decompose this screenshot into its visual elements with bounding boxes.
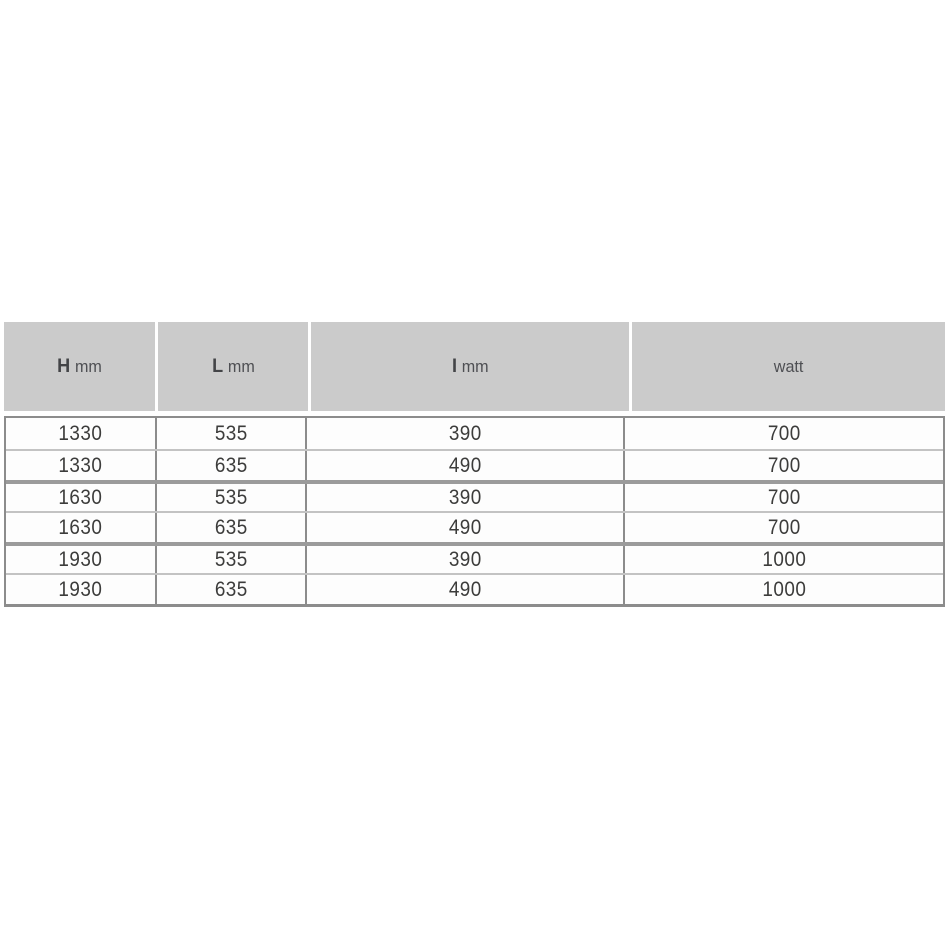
col-header-unit: mm (227, 356, 255, 376)
cell-i-mm: 390 (305, 484, 623, 511)
table-row (6, 511, 943, 542)
table-row (6, 542, 943, 573)
col-header-symbol: L (211, 355, 223, 377)
cell-h-mm: 1930 (58, 547, 103, 571)
table-header-row (4, 322, 945, 411)
cell-watt: 700 (623, 451, 943, 480)
cell-h-mm: 1630 (58, 485, 103, 509)
cell-i-mm: 490 (305, 575, 623, 604)
col-header-label (57, 356, 102, 378)
col-header-h-mm (4, 322, 155, 411)
table-body (4, 416, 945, 607)
cell-l-mm: 635 (155, 451, 305, 480)
cell-l-mm: 535 (155, 418, 305, 449)
col-header-l-mm (158, 322, 308, 411)
col-header-label (452, 356, 489, 378)
cell-i-mm: 390 (305, 546, 623, 573)
cell-watt: 1000 (623, 575, 943, 604)
cell-l-mm: 535 (155, 546, 305, 573)
cell-watt: 700 (623, 418, 943, 449)
cell-watt: 700 (623, 484, 943, 511)
cell-h-mm: 1630 (58, 515, 103, 539)
col-header-label (212, 356, 255, 378)
col-header-label (774, 357, 804, 377)
table-row (6, 418, 943, 449)
cell-h-mm: 1930 (58, 577, 103, 601)
col-header-unit: watt (773, 356, 804, 376)
cell-l-mm: 535 (155, 484, 305, 511)
cell-l-mm: 635 (155, 575, 305, 604)
cell-l-mm: 635 (155, 513, 305, 542)
cell-watt: 1000 (623, 546, 943, 573)
col-header-i-mm (311, 322, 629, 411)
cell-h-mm: 1330 (58, 421, 103, 445)
dimensions-table (4, 322, 945, 607)
cell-watt: 700 (623, 513, 943, 542)
table-row (6, 480, 943, 511)
table-row (6, 573, 943, 604)
cell-i-mm: 490 (305, 513, 623, 542)
cell-i-mm: 390 (305, 418, 623, 449)
col-header-symbol: H (57, 355, 71, 377)
cell-i-mm: 490 (305, 451, 623, 480)
col-header-unit: mm (461, 356, 489, 376)
col-header-watt (632, 322, 945, 411)
col-header-symbol: I (451, 355, 457, 377)
cell-h-mm: 1330 (58, 453, 103, 477)
col-header-unit: mm (74, 356, 102, 376)
table-row (6, 449, 943, 480)
